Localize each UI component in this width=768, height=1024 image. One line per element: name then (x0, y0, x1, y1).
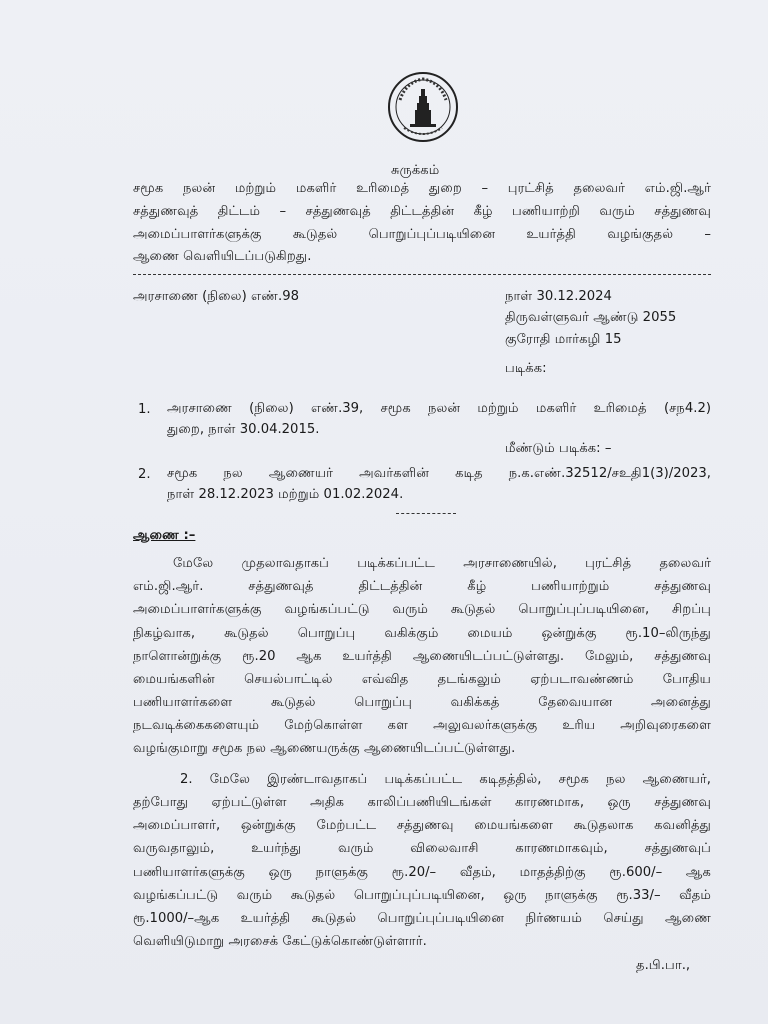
paragraph-2-line-1: 2. மேலே இரண்டாவதாகப் படிக்கப்பட்ட கடிதத்தில், சமூக நல ஆணையர், (180, 772, 711, 787)
reference-2-number: 2. (138, 467, 151, 482)
summary-line-4: ஆணை வெளியிடப்படுகிறது. (133, 249, 312, 264)
tamil-date: குரோதி மார்கழி 15 (505, 332, 622, 347)
paragraph-2-line-4: வருவதாலும், உயர்ந்து வரும் விலைவாசி காரணமாகவும், சத்துணவுப் (133, 841, 711, 856)
order-number: அரசாணை (நிலை) எண்.98 (133, 289, 299, 304)
read-label: படிக்க: (505, 361, 547, 376)
paragraph-1-line-8: நடவடிக்கைகளையும் மேற்கொள்ள கள அலுவலர்களுக்கு உரிய அறிவுரைகளை (133, 718, 711, 733)
ordered-label: ஆணை :– (133, 528, 196, 543)
thiruvalluvar-year: திருவள்ளுவர் ஆண்டு 2055 (505, 310, 677, 325)
paragraph-2-line-2: தற்போது ஏற்பட்டுள்ள அதிக காலிப்பணியிடங்கள் காரணமாக, ஒரு சத்துணவு (133, 795, 711, 810)
paragraph-1-line-1: மேலே முதலாவதாகப் படிக்கப்பட்ட அரசாணையில், புரட்சித் தலைவர் (173, 556, 711, 571)
paragraph-1-line-2: எம்.ஜி.ஆர். சத்துணவுத் திட்டத்தின் கீழ் பணியாற்றும் சத்துணவு (133, 579, 711, 594)
paragraph-1-line-6: மையங்களின் செயல்பாட்டில் எவ்வித தடங்கலும் ஏற்படாவண்ணம் போதிய (133, 672, 711, 687)
summary-divider (133, 274, 711, 275)
reference-2-line-1: சமூக நல ஆணையர் அவர்களின் கடித ந.க.எண்.32512/சஉதி1(3)/2023, (167, 466, 711, 481)
summary-line-1: சமூக நலன் மற்றும் மகளிர் உரிமைத் துறை – புரட்சித் தலைவர் எம்.ஜி.ஆர் (133, 181, 711, 196)
reference-1-line-2: துறை, நாள் 30.04.2015. (167, 422, 320, 437)
paragraph-2-line-5: பணியாளர்களுக்கு ஒரு நாளுக்கு ரூ.20/– வீதம், மாதத்திற்கு ரூ.600/– ஆக (133, 865, 711, 880)
separator (396, 513, 456, 514)
paragraph-1-line-4: நிகழ்வாக, கூடுதல் பொறுப்பு வகிக்கும் மையம் ஒன்றுக்கு ரூ.10–லிருந்து (133, 626, 711, 641)
paragraph-2-line-7: ரூ.1000/–ஆக உயர்த்தி கூடுதல் பொறுப்புப்படியினை நிர்ணயம் செய்து ஆணை (133, 911, 711, 926)
reference-2-line-2: நாள் 28.12.2023 மற்றும் 01.02.2024. (167, 487, 404, 502)
paragraph-1-line-5: நாளொன்றுக்கு ரூ.20 ஆக உயர்த்தி ஆணையிடப்பட்டுள்ளது. மேலும், சத்துணவு (133, 649, 711, 664)
paragraph-2-line-3: அமைப்பாளர், ஒன்றுக்கு மேற்பட்ட சத்துணவு மையங்களை கூடுதலாக கவனித்து (133, 818, 711, 833)
paragraph-2-line-8: வெளியிடுமாறு அரசைக் கேட்டுக்கொண்டுள்ளார். (133, 934, 427, 949)
pto-note: த.பி.பா., (636, 958, 691, 973)
reference-1-number: 1. (138, 402, 151, 417)
summary-line-2: சத்துணவுத் திட்டம் – சத்துணவுத் திட்டத்தின் கீழ் பணியாற்றி வரும் சத்துணவு (133, 204, 711, 219)
paragraph-1-line-7: பணியாளர்களை கூடுதல் பொறுப்பு வகிக்கத் தேவையான அனைத்து (133, 695, 711, 710)
paragraph-2-line-6: வழங்கப்பட்டு வரும் கூடுதல் பொறுப்புப்படியினை, ஒரு நாளுக்கு ரூ.33/– வீதம் (133, 888, 711, 903)
tamil-nadu-emblem-icon (386, 70, 460, 144)
summary-line-3: அமைப்பாளர்களுக்கு கூடுதல் பொறுப்புப்படியினை உயர்த்தி வழங்குதல் – (133, 227, 711, 242)
paragraph-1-line-3: அமைப்பாளர்களுக்கு வழங்கப்பட்டு வரும் கூடுதல் பொறுப்புப்படியினை, சிறப்பு (133, 602, 711, 617)
paragraph-1-line-9: வழங்குமாறு சமூக நல ஆணையருக்கு ஆணையிடப்பட்டுள்ளது. (133, 741, 516, 756)
reference-1-line-1: அரசாணை (நிலை) எண்.39, சமூக நலன் மற்றும் மகளிர் உரிமைத் (சந4.2) (167, 401, 711, 416)
read-again-label: மீண்டும் படிக்க: – (505, 441, 612, 456)
summary-heading: சுருக்கம் (391, 163, 440, 178)
order-date: நாள் 30.12.2024 (505, 289, 612, 304)
